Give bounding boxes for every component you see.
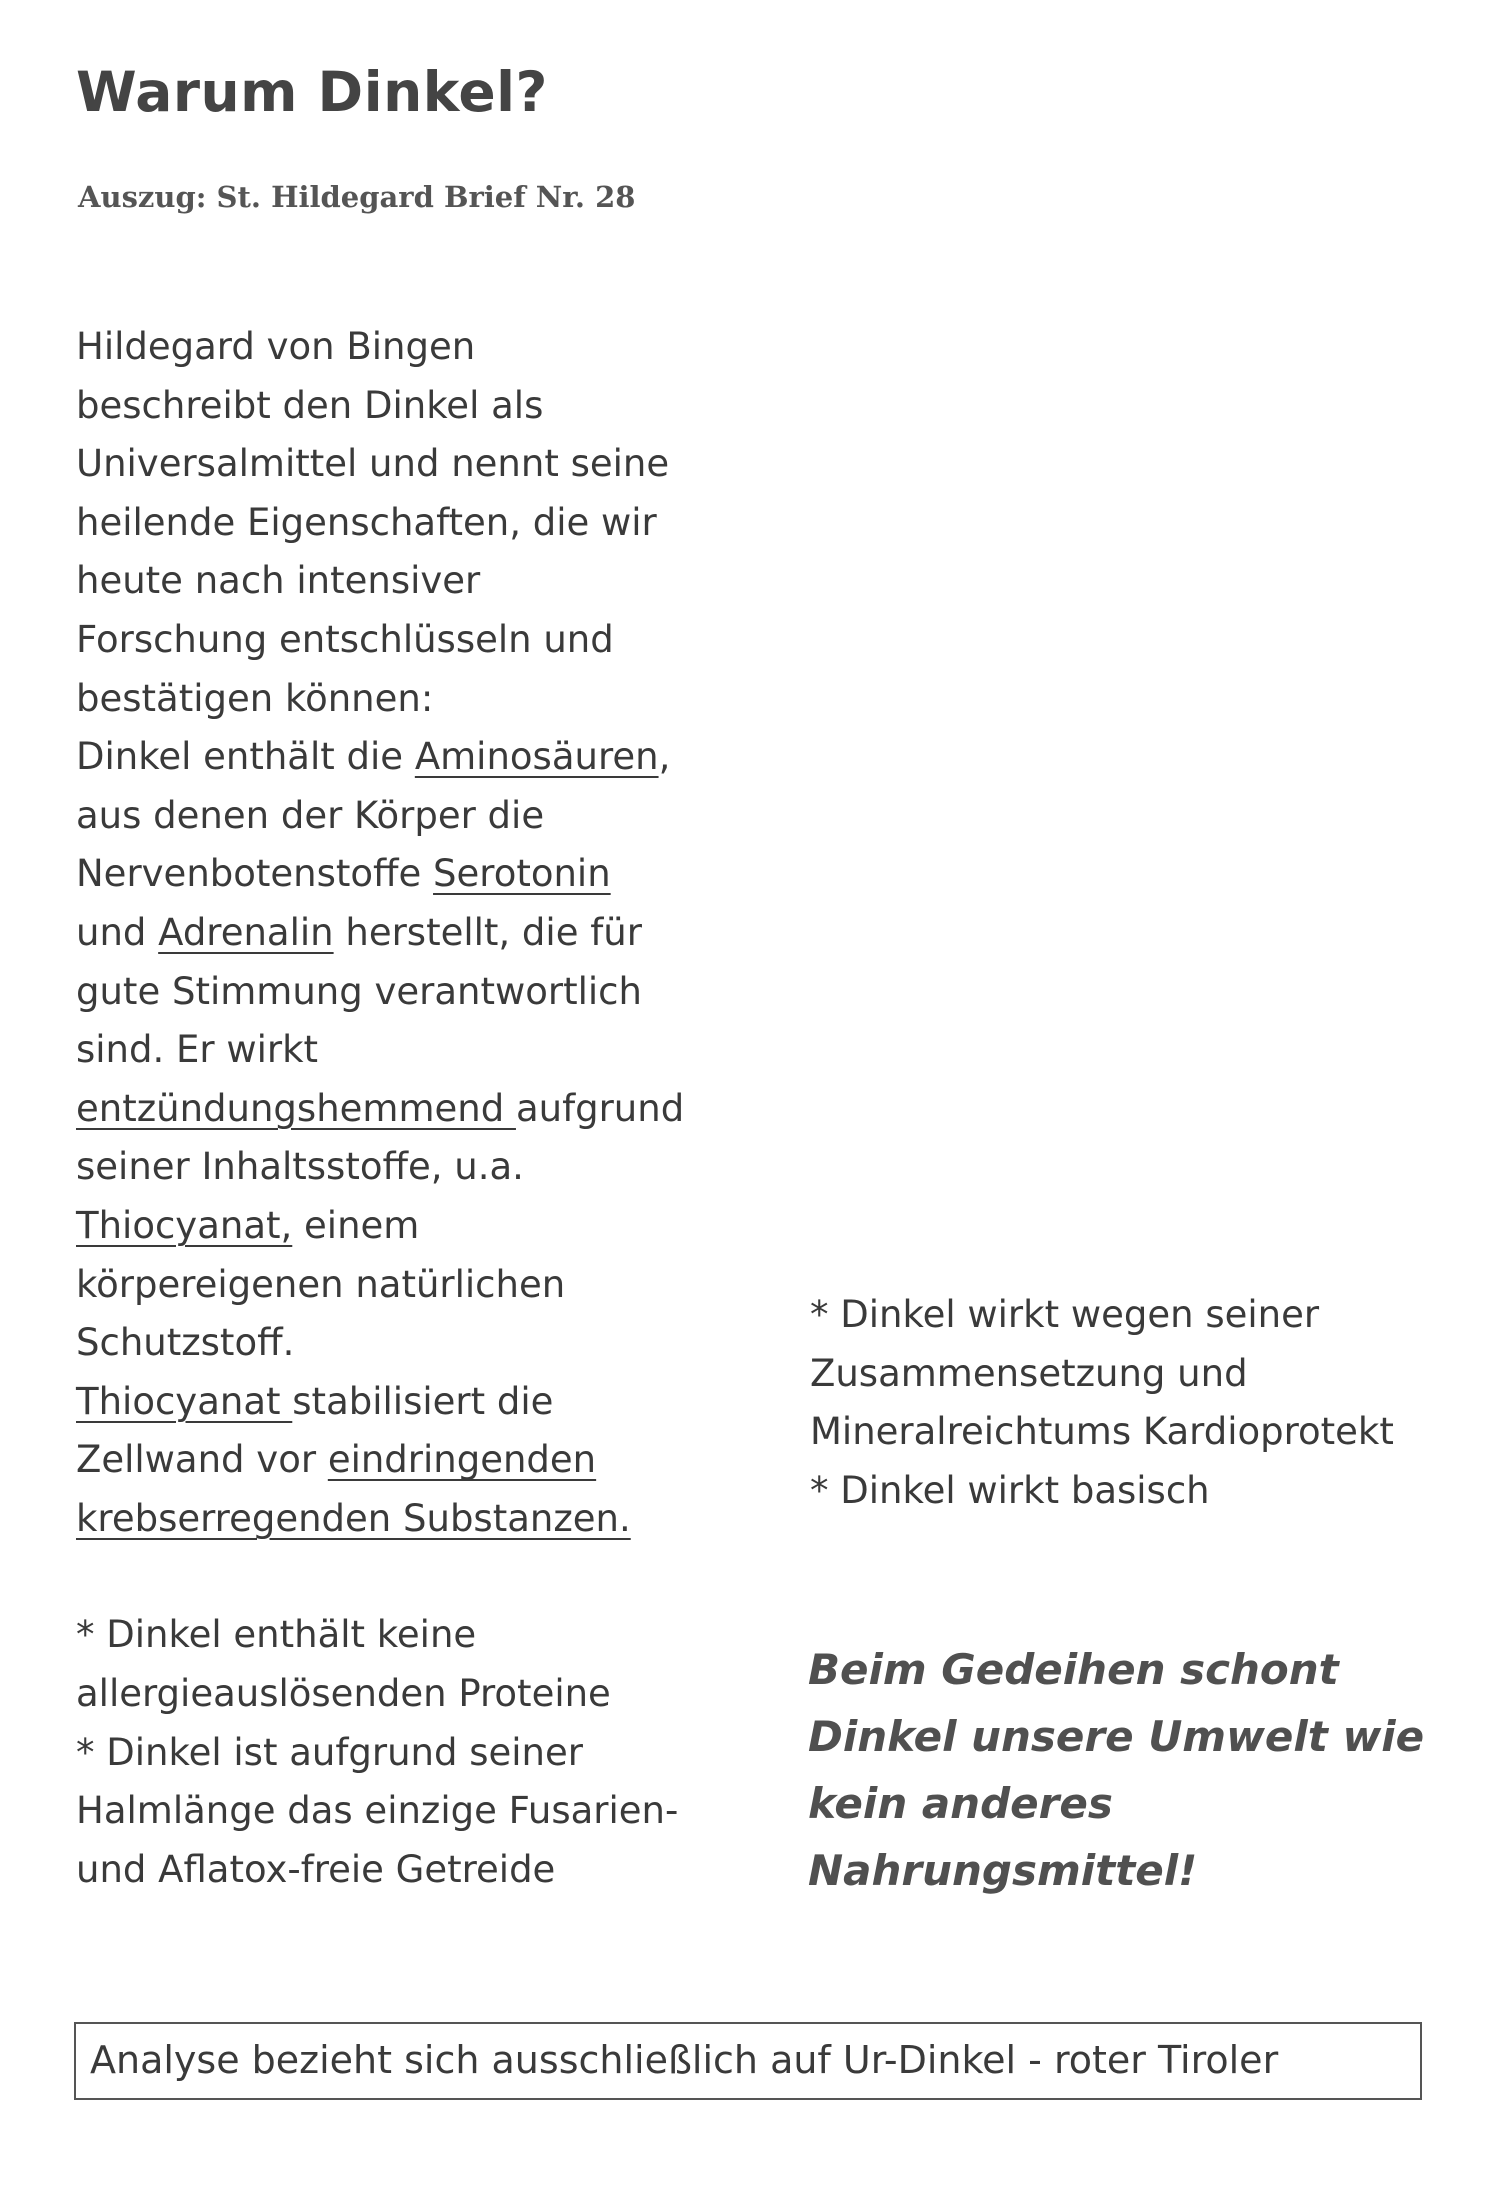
slogan-line: Nahrungsmittel! (808, 1846, 1198, 1895)
body-line: gute Stimmung verantwortlich (76, 969, 642, 1013)
slogan-line: kein anderes (808, 1779, 1113, 1828)
text-segment: einem (292, 1203, 420, 1247)
text-segment: aufgrund (515, 1086, 685, 1130)
bullet-line: Zusammensetzung und (810, 1351, 1248, 1395)
body-line (76, 1080, 736, 1139)
text-segment: Dinkel enthält die (76, 735, 415, 779)
text-segment: und (76, 910, 159, 954)
underlined-term-krebserregend: krebserregenden Substanzen. (76, 1496, 631, 1540)
slogan-line: Dinkel unsere Umwelt wie (808, 1712, 1425, 1761)
bullet-line: * Dinkel ist aufgrund seiner (76, 1730, 583, 1774)
body-line (76, 904, 736, 963)
underlined-term-thiocyanat: Thiocyanat (76, 1379, 293, 1423)
underlined-term-serotonin: Serotonin (433, 852, 611, 896)
body-line: sind. Er wirkt (76, 1028, 319, 1072)
bullet-line: * Dinkel enthält keine (76, 1613, 477, 1657)
text-segment: stabilisiert die (292, 1379, 554, 1423)
right-column (810, 1286, 1460, 1520)
text-segment: herstellt, die für (333, 910, 642, 954)
page-title: Warum Dinkel? (76, 60, 548, 124)
footer-note-box (74, 2022, 1422, 2100)
intro-line: Universalmittel und nennt seine (76, 442, 670, 486)
footer-note: Analyse bezieht sich ausschließlich auf Ur-Dinkel - roter Tiroler (90, 2038, 1279, 2082)
bullet-line: und Aflatox-freie Getreide (76, 1847, 556, 1891)
body-line (76, 845, 736, 904)
slogan (808, 1636, 1468, 1904)
body-line (76, 728, 736, 787)
text-segment: , (658, 735, 671, 779)
intro-line: Hildegard von Bingen (76, 325, 476, 368)
intro-line: bestätigen können: (76, 676, 434, 720)
body-line (76, 1373, 736, 1432)
body-line (76, 1490, 736, 1549)
bullet-line: Halmlänge das einzige Fusarien- (76, 1789, 679, 1833)
paragraph-gap (76, 1548, 736, 1606)
underlined-term-entzuendungshemmend: entzündungshemmend (76, 1086, 516, 1130)
body-line: Schutzstoff. (76, 1321, 295, 1365)
source-subtitle: Auszug: St. Hildegard Brief Nr. 28 (78, 180, 636, 214)
body-line: seiner Inhaltsstoffe, u.a. (76, 1145, 524, 1189)
underlined-term-adrenalin: Adrenalin (158, 910, 334, 954)
underlined-term-thiocyanat: Thiocyanat, (76, 1203, 293, 1247)
bullet-line: Mineralreichtums Kardioprotekt (810, 1410, 1394, 1454)
intro-line: beschreibt den Dinkel als (76, 383, 544, 427)
body-line: körpereigenen natürlichen (76, 1262, 566, 1306)
body-line (76, 1197, 736, 1256)
text-segment: Zellwand vor (76, 1438, 328, 1482)
body-line: aus denen der Körper die (76, 793, 545, 837)
bullet-line: * Dinkel wirkt basisch (810, 1468, 1210, 1512)
underlined-term-aminosaeuren: Aminosäuren (414, 735, 659, 779)
bullet-line: allergieauslösenden Proteine (76, 1672, 611, 1716)
slogan-line: Beim Gedeihen schont (808, 1645, 1339, 1694)
left-column (76, 318, 736, 1899)
body-line (76, 1431, 736, 1490)
intro-line: Forschung entschlüsseln und (76, 617, 614, 661)
text-segment: Nervenbotenstoffe (76, 852, 434, 896)
intro-line: heilende Eigenschaften, die wir (76, 500, 657, 544)
bullet-line: * Dinkel wirkt wegen seiner (810, 1293, 1320, 1336)
underlined-term-eindringenden: eindringenden (327, 1438, 597, 1482)
intro-line: heute nach intensiver (76, 559, 481, 603)
